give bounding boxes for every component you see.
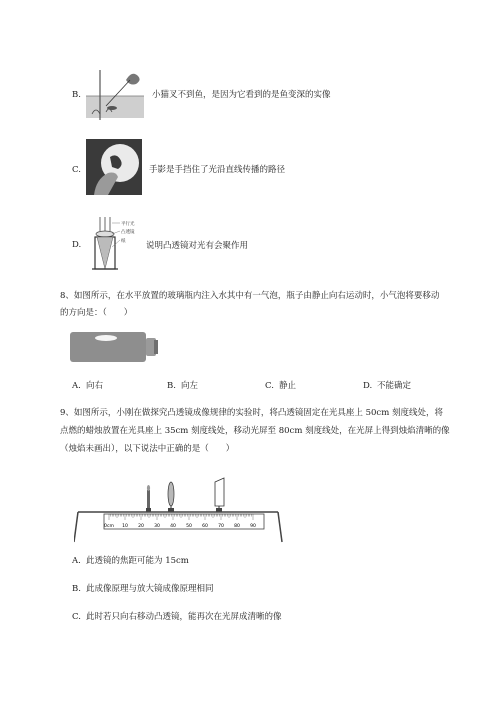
q8-option-b-text: 向左: [181, 381, 199, 391]
q8-option-a-letter: A.: [72, 381, 81, 391]
cat-fishing-figure: [86, 66, 144, 120]
q9-stem-line3: （烛焰未画出），以下说法中正确的是（ ）: [60, 444, 235, 454]
q8-option-d-letter: D.: [363, 381, 373, 391]
bottle-bubble-figure: [70, 330, 160, 364]
ruler-label-50: 50: [186, 524, 192, 529]
q8-option-c-letter: C.: [265, 381, 274, 391]
ruler-label-10: 10: [122, 524, 128, 529]
ruler-label-0: 0cm: [104, 524, 114, 529]
light-screen: [215, 478, 224, 512]
option-b-text: 小猫叉不到鱼，是因为它看到的是鱼变深的实像: [152, 90, 331, 100]
q8-stem-line1: 8、如图所示，在水平放置的玻璃瓶内注入水其中有一气泡，瓶子由静止向右运动时，小气泡将要移动: [60, 291, 440, 301]
ruler-label-90: 90: [250, 524, 256, 529]
q9-stem-line1: 9、如图所示，小刚在做探究凸透镜成像规律的实验时，将凸透镜固定在光具座上 50cm 刻度线处，将: [60, 408, 443, 418]
ruler-label-70: 70: [218, 524, 224, 529]
ruler-label-20: 20: [138, 524, 144, 529]
fig-label-convex-lens: 凸透镜: [121, 230, 135, 235]
option-d-text: 说明凸透镜对光有会聚作用: [146, 241, 249, 251]
q8-option-d-text: 不能确定: [377, 381, 412, 391]
q9-option-b-text: 此成像原理与放大镜成像原理相同: [86, 584, 214, 594]
q9-option-c-letter: C.: [72, 612, 81, 622]
convex-lens-figure: [90, 217, 142, 272]
hand-shadow-figure: [86, 139, 142, 195]
fig-label-parallel-light: 平行光: [121, 222, 135, 227]
option-c-letter: C.: [72, 165, 81, 175]
ruler-label-80: 80: [234, 524, 240, 529]
q9-option-b-letter: B.: [72, 584, 81, 594]
q8-stem-line2: 的方向是：（ ）: [60, 308, 133, 318]
candle: [146, 485, 151, 512]
ruler-label-30: 30: [154, 524, 160, 529]
fig-label-paper: 纸: [121, 239, 126, 244]
option-b-letter: B.: [72, 90, 81, 100]
q9-option-c-text: 此时若只向右移动凸透镜，能再次在光屏成清晰的像: [86, 612, 282, 622]
q9-stem-line2: 点燃的蜡烛放置在光具座上 35cm 刻度线处，移动光屏至 80cm 刻度线处，在光屏上得到烛焰清晰的像: [60, 426, 450, 436]
q9-option-a-letter: A.: [72, 556, 81, 566]
optical-bench-figure: [74, 476, 284, 546]
option-c-text: 手影是手挡住了光沿直线传播的路径: [149, 165, 286, 175]
q9-option-a-text: 此透镜的焦距可能为 15cm: [86, 556, 189, 566]
ruler-label-40: 40: [170, 524, 176, 529]
q8-option-c-text: 静止: [279, 381, 297, 391]
convex-lens: [168, 482, 174, 512]
q8-option-b-letter: B.: [167, 381, 176, 391]
option-d-letter: D.: [72, 240, 82, 250]
q8-option-a-text: 向右: [86, 381, 104, 391]
ruler-label-60: 60: [202, 524, 208, 529]
